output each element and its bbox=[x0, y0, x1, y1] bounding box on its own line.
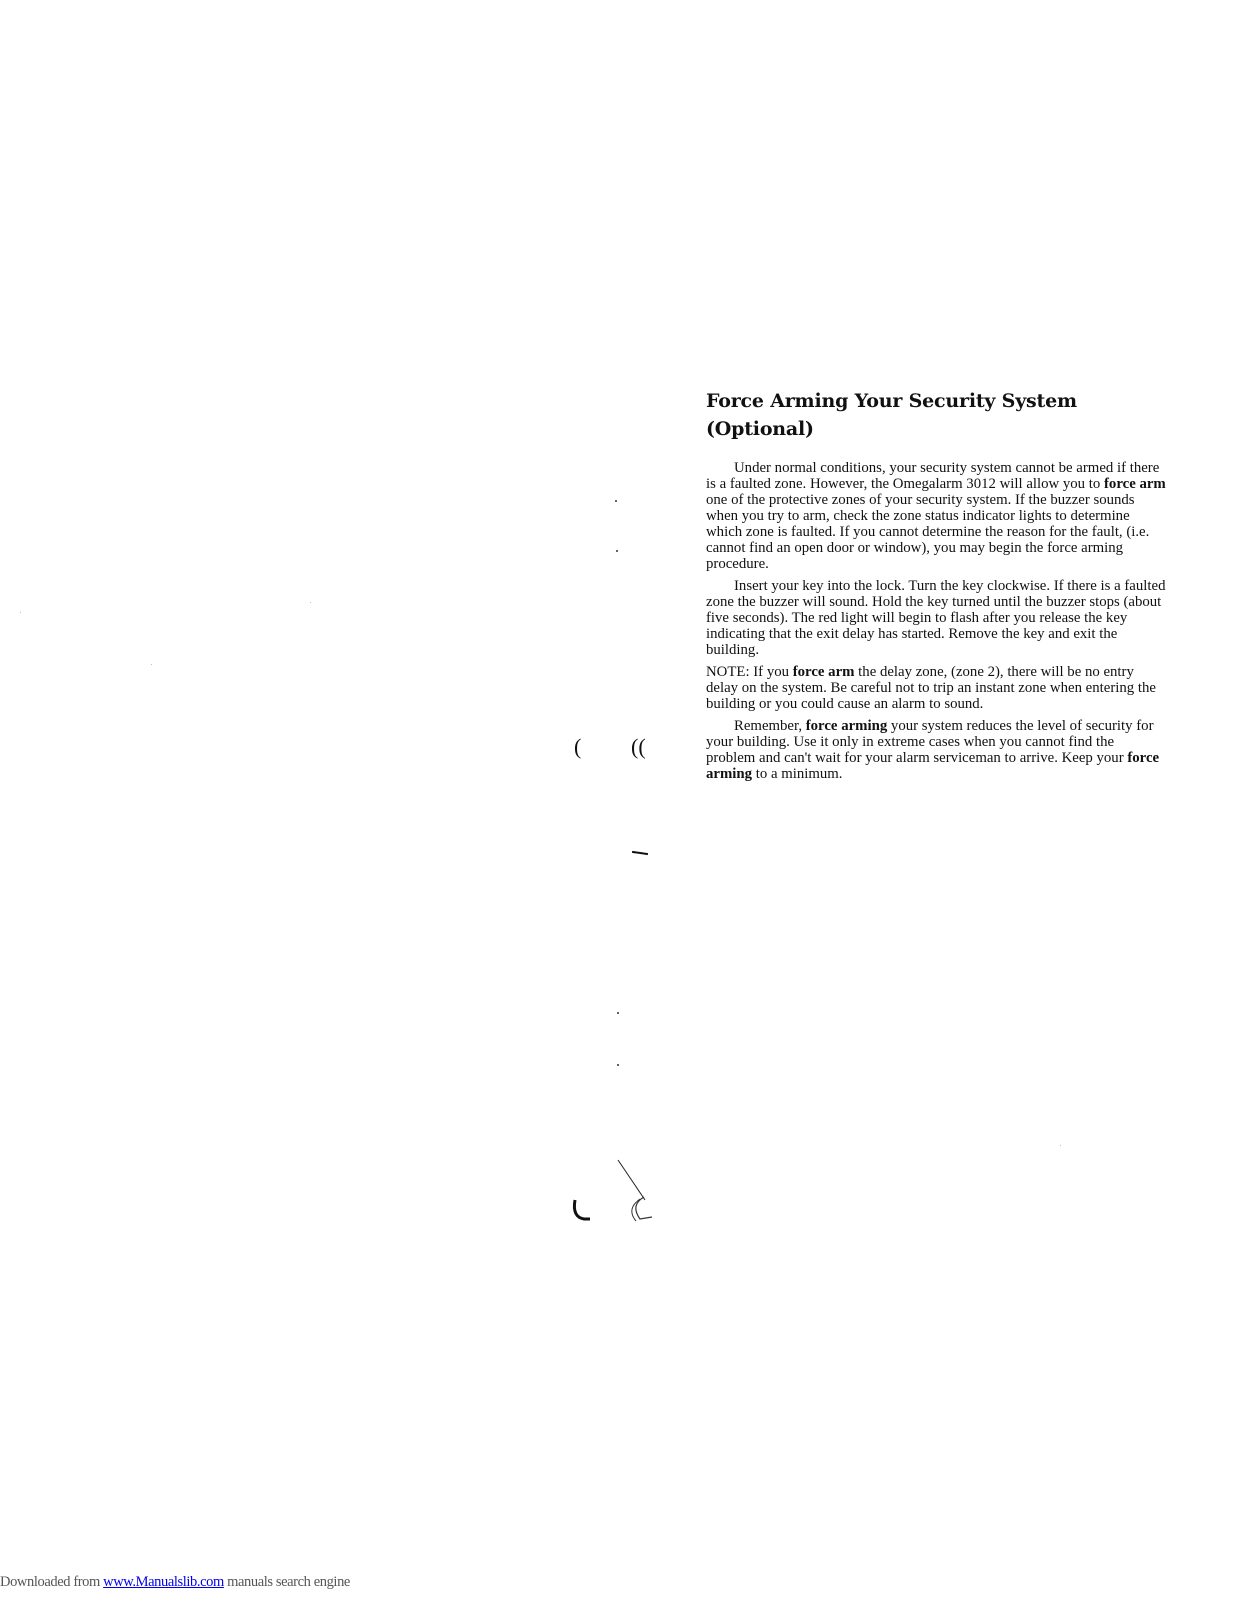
manualslib-link[interactable]: www.Manualslib.com bbox=[103, 1574, 224, 1590]
scan-speck bbox=[151, 664, 152, 665]
body-paragraph bbox=[706, 664, 1166, 712]
scan-speck bbox=[615, 500, 617, 502]
scan-speck bbox=[617, 1064, 619, 1066]
binding-ring-mark bbox=[560, 1155, 680, 1225]
section-body bbox=[706, 460, 1166, 782]
heading-line-1: Force Arming Your Security System bbox=[706, 390, 1077, 412]
footer-prefix: Downloaded from bbox=[0, 1574, 104, 1590]
emphasis-term: force arming bbox=[805, 718, 888, 734]
footer-suffix: manuals search engine bbox=[223, 1574, 350, 1590]
body-paragraph bbox=[706, 460, 1166, 572]
binding-ring-mark: (( bbox=[631, 734, 646, 759]
scan-speck bbox=[1060, 1145, 1061, 1146]
scan-dash bbox=[632, 851, 648, 855]
download-footer bbox=[0, 1574, 350, 1591]
body-paragraph bbox=[706, 718, 1166, 782]
paragraph-text: to a minimum. bbox=[752, 766, 843, 782]
paragraph-text: Remember, bbox=[734, 718, 806, 734]
paragraph-text: the delay zone, (zone 2), there will be no entry delay on the system. Be careful not to trip an instant zone when entering the building or you could cause an alarm to sound. bbox=[706, 664, 1156, 712]
emphasis-term: force arm bbox=[792, 664, 855, 680]
scan-speck bbox=[617, 1012, 619, 1014]
paragraph-text: Under normal conditions, your security system cannot be armed if there is a faulted zone. However, the Omegalarm 3012 will allow you to bbox=[706, 460, 1160, 492]
binding-ring-mark: ( bbox=[574, 734, 582, 759]
section-heading bbox=[706, 387, 1166, 443]
emphasis-term: force arming bbox=[706, 750, 1160, 782]
scan-speck bbox=[616, 550, 618, 552]
paragraph-text: NOTE: If you bbox=[706, 664, 793, 680]
paragraph-text: one of the protective zones of your security system. If the buzzer sounds when you try to arm, check the zone status indicator lights to determine which zone is faulted. If you cannot determine the reason for the fault, (i.e. cannot find an open door or window), you may begin the force arming procedure. bbox=[706, 492, 1150, 572]
manual-section bbox=[706, 387, 1166, 788]
body-paragraph bbox=[706, 578, 1166, 658]
scan-speck bbox=[20, 612, 21, 613]
emphasis-term: force arm bbox=[1104, 476, 1166, 492]
scan-speck bbox=[310, 602, 311, 603]
paragraph-text: Insert your key into the lock. Turn the key clockwise. If there is a faulted zone the buzzer will sound. Hold the key turned until the buzzer stops (about five seconds). The red light will begin to flash after you release the key indicating that the exit delay has started. Remove the key and exit the building. bbox=[706, 578, 1166, 658]
paragraph-text: your system reduces the level of security for your building. Use it only in extreme cases when you cannot find the problem and can't wait for your alarm serviceman to arrive. Keep your bbox=[706, 718, 1154, 766]
heading-line-2: (Optional) bbox=[706, 418, 814, 440]
